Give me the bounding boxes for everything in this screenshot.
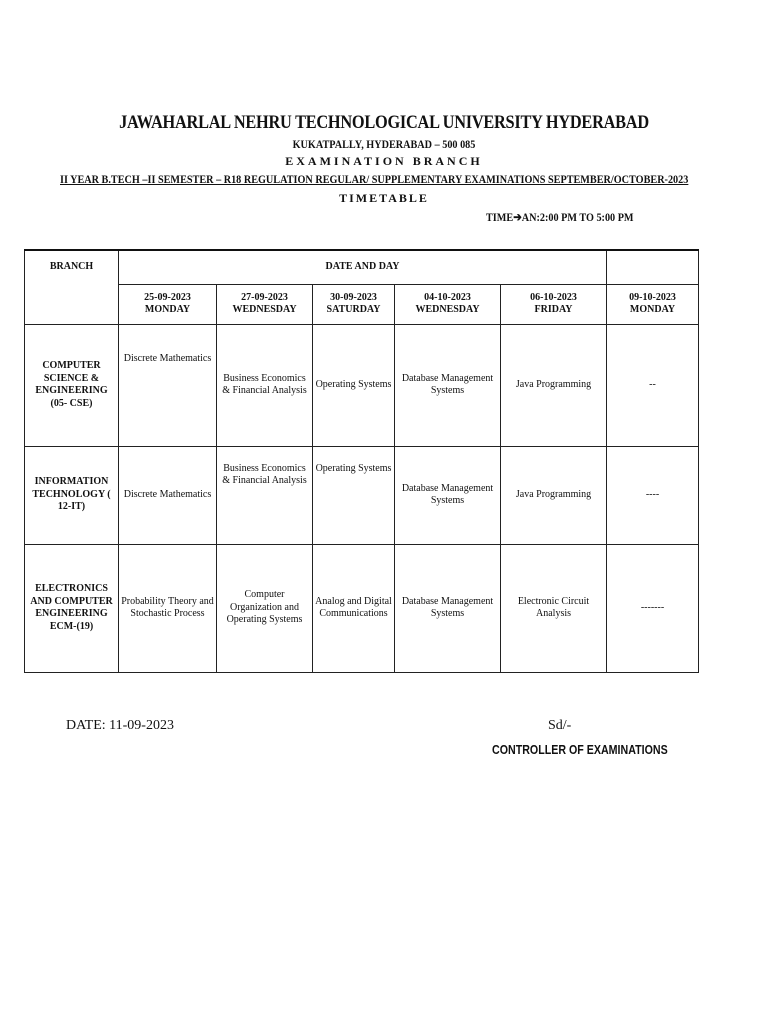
date-column-header: 04-10-2023 WEDNESDAY bbox=[395, 284, 501, 324]
subject-cell: Probability Theory and Stochastic Process bbox=[119, 544, 217, 672]
subject-cell: Analog and Digital Communications bbox=[313, 544, 395, 672]
subject-cell: Business Economics & Financial Analysis bbox=[217, 324, 313, 446]
date-column-header: 09-10-2023 MONDAY bbox=[607, 284, 699, 324]
subject-cell: Database Management Systems bbox=[395, 446, 501, 544]
subject-cell: Discrete Mathematics bbox=[119, 324, 217, 446]
subject-cell: Operating Systems bbox=[313, 324, 395, 446]
subject-cell: Database Management Systems bbox=[395, 324, 501, 446]
table-row bbox=[25, 446, 699, 544]
subject-cell: ------- bbox=[607, 544, 699, 672]
subject-cell: Operating Systems bbox=[313, 446, 395, 544]
issue-date: DATE: 11-09-2023 bbox=[66, 718, 174, 733]
exam-time: TIME➔AN:2:00 PM TO 5:00 PM bbox=[486, 210, 634, 224]
subject-cell: Computer Organization and Operating Systems bbox=[217, 544, 313, 672]
subject-cell: Java Programming bbox=[501, 324, 607, 446]
signatory-title: CONTROLLER OF EXAMINATIONS bbox=[492, 742, 668, 757]
branch-cell: ELECTRONICS AND COMPUTER ENGINEERING ECM-(19) bbox=[25, 544, 119, 672]
examination-branch: EXAMINATION BRANCH bbox=[285, 154, 483, 168]
date-column-header: 27-09-2023 WEDNESDAY bbox=[217, 284, 313, 324]
university-address: KUKATPALLY, HYDERABAD – 500 085 bbox=[292, 137, 476, 151]
subject-cell: ---- bbox=[607, 446, 699, 544]
timetable-table bbox=[24, 249, 699, 673]
exam-title: II YEAR B.TECH –II SEMESTER – R18 REGULATION REGULAR/ SUPPLEMENTARY EXAMINATIONS SEPTEMBER/OCTOBER-2023 bbox=[60, 172, 689, 186]
table-row bbox=[25, 324, 699, 446]
timetable-heading: TIMETABLE bbox=[339, 191, 429, 205]
branch-column-header: BRANCH bbox=[25, 250, 119, 324]
subject-cell: Business Economics & Financial Analysis bbox=[217, 446, 313, 544]
subject-cell: Discrete Mathematics bbox=[119, 446, 217, 544]
branch-cell: INFORMATION TECHNOLOGY ( 12-IT) bbox=[25, 446, 119, 544]
subject-cell: -- bbox=[607, 324, 699, 446]
subject-cell: Database Management Systems bbox=[395, 544, 501, 672]
signature-mark: Sd/- bbox=[548, 718, 572, 733]
date-and-day-header: DATE AND DAY bbox=[119, 250, 607, 284]
subject-cell: Java Programming bbox=[501, 446, 607, 544]
table-row bbox=[25, 544, 699, 672]
header-blank-cell bbox=[607, 250, 699, 284]
university-title: JAWAHARLAL NEHRU TECHNOLOGICAL UNIVERSITY HYDERABAD bbox=[119, 112, 649, 133]
date-column-header: 06-10-2023 FRIDAY bbox=[501, 284, 607, 324]
branch-cell: COMPUTER SCIENCE & ENGINEERING (05- CSE) bbox=[25, 324, 119, 446]
date-column-header: 30-09-2023 SATURDAY bbox=[313, 284, 395, 324]
subject-cell: Electronic Circuit Analysis bbox=[501, 544, 607, 672]
date-column-header: 25-09-2023 MONDAY bbox=[119, 284, 217, 324]
